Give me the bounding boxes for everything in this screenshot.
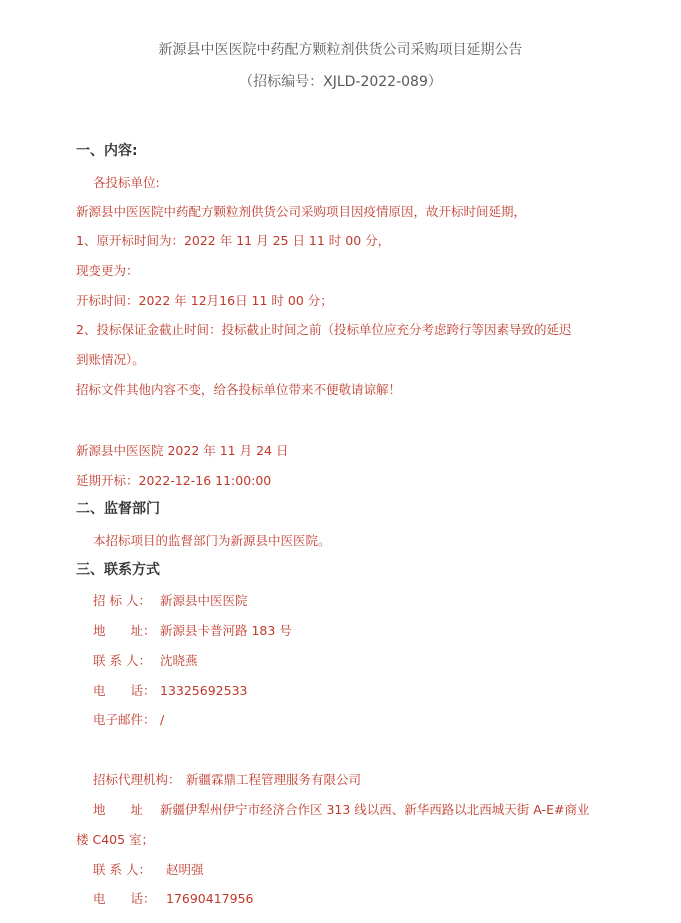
salutation: 各投标单位:	[93, 175, 160, 190]
address-value: 新源县卡普河路 183 号	[160, 623, 292, 638]
agency-contact-value: 赵明强	[166, 862, 204, 877]
agency-phone-value: 17690417956	[166, 891, 254, 906]
page-title: 新源县中医医院中药配方颗粒剂供货公司采购项目延期公告	[158, 42, 523, 58]
agency-address-label: 地 址	[93, 802, 144, 817]
tenderer-value: 新源县中医医院	[160, 593, 248, 608]
agency-label: 招标代理机构：	[93, 772, 181, 787]
tenderer-label: 招 标 人：	[93, 593, 151, 608]
contact-label: 联 系 人：	[93, 653, 151, 668]
phone-value: 13325692533	[160, 683, 248, 698]
content-line-7: 招标文件其他内容不变，给各投标单位带来不便敬请谅解！	[76, 382, 402, 397]
agency-phone-label: 电 话：	[93, 891, 156, 906]
section-supervision-heading: 二、监督部门	[76, 501, 160, 517]
content-line-5: 2、投标保证金截止时间：投标截止时间之前（投标单位应充分考虑跨行等因素导致的延迟	[76, 322, 572, 337]
contact-value: 沈晓燕	[160, 653, 198, 668]
section-content-heading: 一、内容:	[76, 143, 138, 159]
content-line-1: 新源县中医医院中药配方颗粒剂供货公司采购项目因疫情原因，故开标时间延期，	[76, 204, 527, 219]
agency-address-value: 新疆伊犁州伊宁市经济合作区 313 线以西、新华西路以北西城天街 A-E#商业	[160, 802, 590, 817]
delay-opening-time: 延期开标：2022-12-16 11:00:00	[76, 473, 272, 488]
content-line-2: 1、原开标时间为：2022 年 11 月 25 日 11 时 00 分，	[76, 233, 391, 248]
supervision-text: 本招标项目的监督部门为新源县中医医院。	[93, 533, 331, 548]
content-line-3: 现变更为：	[76, 263, 139, 278]
phone-label: 电 话：	[93, 683, 156, 698]
agency-value: 新疆霖鼎工程管理服务有限公司	[186, 772, 362, 787]
email-value: /	[160, 712, 165, 727]
content-line-4: 开标时间：2022 年 12月16日 11 时 00 分；	[76, 293, 333, 308]
content-line-6: 到账情况）。	[76, 352, 145, 367]
agency-address-continuation: 楼 C405 室；	[76, 832, 155, 847]
email-label: 电子邮件：	[93, 712, 156, 727]
tender-number: （招标编号：XJLD-2022-089）	[239, 74, 442, 90]
agency-contact-label: 联 系 人：	[93, 862, 151, 877]
signature-date: 新源县中医医院 2022 年 11 月 24 日	[76, 443, 289, 458]
address-label: 地 址：	[93, 623, 156, 638]
section-contact-heading: 三、联系方式	[76, 562, 160, 578]
